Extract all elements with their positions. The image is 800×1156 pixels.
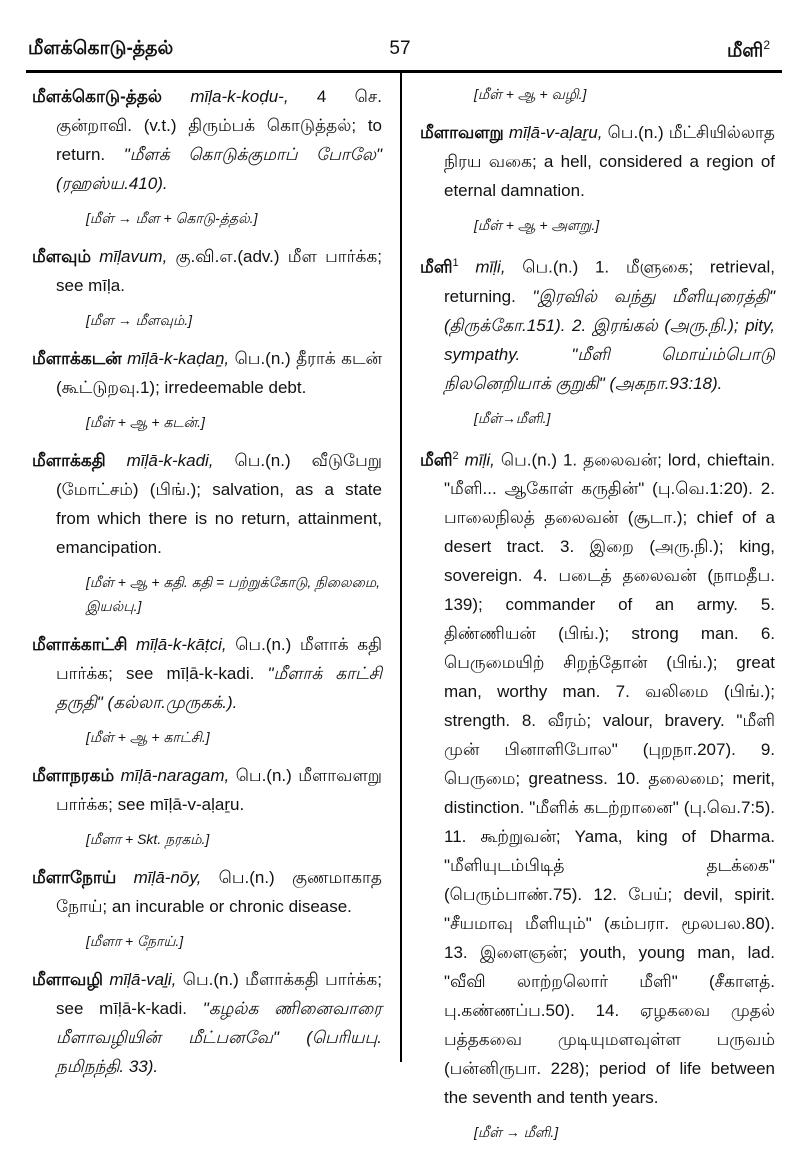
etymology-note: [மீள → மீளவும்.] (86, 312, 192, 328)
etymology-note: [மீளா + நோய்.] (86, 933, 184, 949)
entry-headword: மீளாக்கதி (32, 451, 106, 470)
dictionary-entry (32, 82, 382, 198)
entry-transliteration: mīḷā-vaḻi, (109, 970, 177, 989)
entry-citation: "மீளக் கொடுக்குமாப் போலே" (ரஹஸ்ய.410). (56, 145, 382, 193)
dictionary-entry (420, 249, 775, 398)
entry-transliteration: mīḷavum, (99, 247, 168, 266)
etymology-note: [மீளா + Skt. நரகம்.] (86, 831, 210, 847)
entry-definition: பெ.(n.) குணமாகாத நோய்; an incurable or chronic disease. (56, 868, 382, 916)
etymology-note: [மீள் + ஆ + அளறு.] (474, 217, 600, 233)
etymology-note: [மீள் + ஆ + வழி.] (474, 86, 587, 102)
dictionary-entry (32, 965, 382, 1081)
entry-headword: மீளி (420, 450, 453, 470)
left-column (32, 82, 382, 1089)
entry-transliteration: mīḷi, (464, 450, 495, 470)
etymology-note: [மீள் → மீள + கொடு-த்தல்.] (86, 210, 258, 226)
dictionary-entry (420, 442, 775, 1113)
entry-headword: மீளவும் (32, 247, 92, 266)
entry-transliteration: mīḷā-k-kāṭci, (135, 635, 227, 654)
entry-transliteration: mīḷa-k-koḍu-, (190, 87, 289, 106)
entry-transliteration: mīḷā-k-kadi, (126, 451, 214, 470)
header-left-headword: மீளக்கொடு-த்தல் (28, 38, 174, 59)
column-divider (400, 72, 402, 1062)
entry-headword: மீளாநோய் (32, 868, 117, 887)
page-header (0, 0, 800, 72)
entry-transliteration: mīḷā-v-aḷaṟu, (508, 123, 603, 142)
entry-definition: 4 செ. குன்றாவி. (v.t.) திரும்பக் கொடுத்தல்; to return. (56, 87, 382, 164)
dictionary-entry (32, 761, 382, 819)
entry-citation: "மீளாக் காட்சி தருதி" (கல்லா.முருகக்.). (56, 664, 383, 712)
entry-headword: மீளக்கொடு-த்தல் (32, 87, 163, 106)
dictionary-entry (420, 118, 775, 205)
dictionary-entry (32, 344, 382, 402)
header-right-word: மீளி (726, 40, 764, 62)
entry-transliteration: mīḷi, (475, 257, 506, 277)
headword-superscript: 2 (452, 449, 459, 462)
entry-citation: "இரவில் வந்து மீளியுரைத்தி" (திருக்கோ.151). 2. இரங்கல் (அரு.நி.); pity, sympathy. "மீளி மொய்ம்பொடு நிலனெறியாக் குறுகி" (அகநா.93:18). (444, 286, 775, 393)
entry-transliteration: mīḷā-nōy, (133, 868, 202, 887)
entry-transliteration: mīḷā-k-kaḍaṉ, (127, 349, 230, 368)
etymology-note: [மீள் + ஆ + கடன்.] (86, 414, 205, 430)
dictionary-entry (32, 863, 382, 921)
dictionary-entry (32, 242, 382, 300)
entry-definition: கு.வி.எ.(adv.) மீள பார்க்க; see mīḷa. (56, 247, 382, 295)
dictionary-entry (32, 630, 382, 717)
entry-definition: பெ.(n.) மீட்சியில்லாத நிரய வகை; a hell, considered a region of eternal damnation. (444, 123, 775, 200)
header-rule (26, 70, 782, 73)
etymology-note: [மீள் → மீளி.] (474, 1124, 559, 1141)
page-number: 57 (389, 38, 411, 59)
entry-headword: மீளாவழி (32, 970, 103, 989)
entry-definition: பெ.(n.) தீராக் கடன் (கூட்டுறவு.1); irredeemable debt. (56, 349, 382, 397)
header-right-sup: 2 (763, 38, 770, 52)
entry-transliteration: mīḷā-naragam, (120, 766, 230, 785)
entry-headword: மீளாக்காட்சி (32, 635, 128, 654)
etymology-note: [மீள் + ஆ + காட்சி.] (86, 729, 210, 745)
etymology-note: [மீள் + ஆ + கதி. கதி = பற்றுக்கோடு, நிலைமை, இயல்பு.] (86, 574, 380, 614)
entry-definition: பெ.(n.) மீளாக்கதி பார்க்க; see mīḷā-k-kadi. (56, 970, 382, 1018)
entry-headword: மீளாநரகம் (32, 766, 115, 785)
entry-definition: பெ.(n.) 1. மீளுகை; retrieval, returning. (444, 257, 776, 306)
entry-definition: பெ.(n.) 1. தலைவன்; lord, chieftain. "மீளி... ஆகோள் கருதின்" (பு.வெ.1:20). 2. பாலைநிலத் தலைவன் (சூடா.); chief of a desert tract. 3. இறை (அரு.நி.); king, sovereign. 4. படைத் தலைவன் (நாமதீப. 139); commander of an army. 5. திண்ணியன் (பிங்.); strong man. 6. பெருமையிற் சிறந்தோன் (பிங்.); great man, worthy man. 7. வலிமை (பிங்.); strength. 8. வீரம்; valour, bravery. "மீளி முன் பினாளிபோல" (புறநா.207). 9. பெருமை; greatness. 10. தலைமை; merit, distinction. "மீளிக் கடற்றானை" (பு.வெ.7:5). 11. கூற்றுவன்; Yama, king of Dharma. "மீளியுடம்பிடித் தடக்கை" (பெரும்பாண்.75). 12. பேய்; devil, spirit. "சீயமாவு மீளியும்" (கம்பரா. மூலபல.80). 13. இளைஞன்; youth, young man, lad. "வீவி லாற்றலொர் மீளி" (சீகாளத். பு.கண்ணப்ப.50). 14. ஏழகவை முதல் பத்தகவை முடியுமளவுள்ள பருவம் (பன்னிருபா. 228); period of life between the seventh and tenth years. (444, 450, 775, 1108)
entry-headword: மீளாவளறு (420, 123, 504, 142)
headword-superscript: 1 (452, 257, 459, 269)
etymology-note: [மீள்→மீளி.] (474, 409, 551, 426)
entry-definition: பெ.(n.) மீளாக் கதி பார்க்க; see mīḷā-k-kadi. (56, 635, 382, 683)
entry-headword: மீளாக்கடன் (32, 349, 122, 368)
entry-definition: பெ.(n.) வீடுபேறு (மோட்சம்) (பிங்.); salvation, as a state from which there is no return, attainment, emancipation. (56, 451, 382, 557)
entry-definition: பெ.(n.) மீளாவளறு பார்க்க; see mīḷā-v-aḷaṟu. (56, 766, 382, 814)
entry-headword: மீளி (420, 257, 453, 277)
dictionary-entry (32, 446, 382, 562)
entry-citation: "கழல்க ணினைவாரை மீளாவழியின் மீட்பனவே" (பெரியபு. நமிநந்தி. 33). (56, 999, 382, 1076)
right-column (420, 82, 775, 1156)
header-right-headword (727, 38, 770, 64)
